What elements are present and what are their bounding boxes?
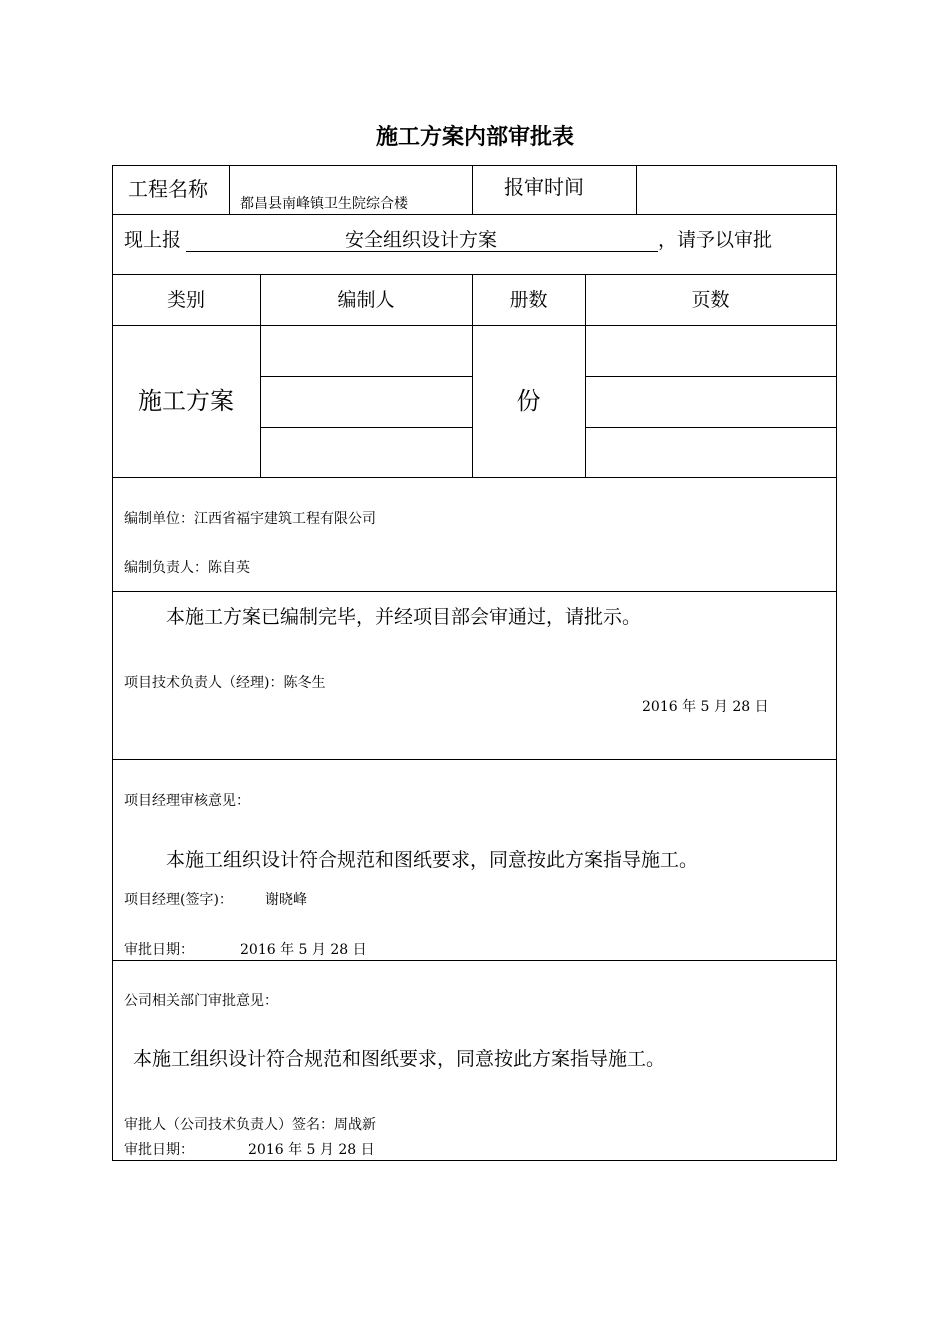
row-divider [112, 274, 837, 275]
row-divider [260, 427, 473, 428]
company-label: 公司相关部门审批意见： [124, 993, 278, 1009]
project-name-value: 都昌县南峰镇卫生院综合楼 [240, 196, 408, 212]
document-name-underline [186, 251, 658, 252]
col-divider [229, 165, 230, 214]
manager-date: 2016 年 5 月 28 日 [240, 942, 367, 958]
row-divider [586, 427, 837, 428]
row-divider [112, 325, 837, 326]
table-border-left [112, 165, 113, 1161]
review-date: 2016 年 5 月 28 日 [642, 699, 769, 715]
company-date-label: 审批日期： [124, 1142, 194, 1158]
row-divider [586, 376, 837, 377]
row-divider [112, 759, 837, 760]
company-opinion: 本施工组织设计符合规范和图纸要求，同意按此方案指导施工。 [133, 1048, 666, 1070]
header-category: 类别 [166, 289, 205, 311]
manager-sign-name: 谢晓峰 [265, 892, 307, 908]
document-name: 安全组织设计方案 [344, 229, 497, 251]
company-approver: 审批人（公司技术负责人）签名：周战新 [124, 1117, 376, 1133]
col-divider [472, 165, 473, 214]
row-divider [260, 376, 473, 377]
plan-category: 施工方案 [138, 387, 234, 415]
compile-person: 编制负责人：陈自英 [124, 560, 250, 576]
submit-time-label: 报审时间 [504, 175, 584, 199]
header-volumes: 册数 [509, 289, 548, 311]
project-name-label: 工程名称 [128, 177, 208, 201]
header-pages: 页数 [691, 289, 730, 311]
compile-unit: 编制单位：江西省福宇建筑工程有限公司 [124, 511, 376, 527]
row-divider [112, 477, 837, 478]
manager-sign-label: 项目经理(签字)： [124, 892, 233, 908]
submit-prefix: 现上报 [124, 229, 182, 251]
row-divider [112, 591, 837, 592]
row-divider [112, 214, 837, 215]
review-tech-lead: 项目技术负责人（经理)：陈冬生 [124, 675, 326, 691]
manager-label: 项目经理审核意见： [124, 793, 250, 809]
submit-suffix: ，请予以审批 [658, 229, 773, 251]
col-divider [636, 165, 637, 214]
page-title: 施工方案内部审批表 [375, 125, 574, 150]
row-divider [112, 960, 837, 961]
manager-date-label: 审批日期： [124, 942, 194, 958]
company-date: 2016 年 5 月 28 日 [248, 1142, 375, 1158]
plan-volumes-unit: 份 [516, 387, 541, 415]
manager-opinion: 本施工组织设计符合规范和图纸要求，同意按此方案指导施工。 [166, 849, 699, 871]
table-border-right [836, 165, 837, 1161]
table-border-bottom [112, 1160, 837, 1161]
review-statement: 本施工方案已编制完毕，并经项目部会审通过，请批示。 [166, 606, 642, 628]
table-border-top [112, 165, 837, 166]
header-author: 编制人 [337, 289, 395, 311]
